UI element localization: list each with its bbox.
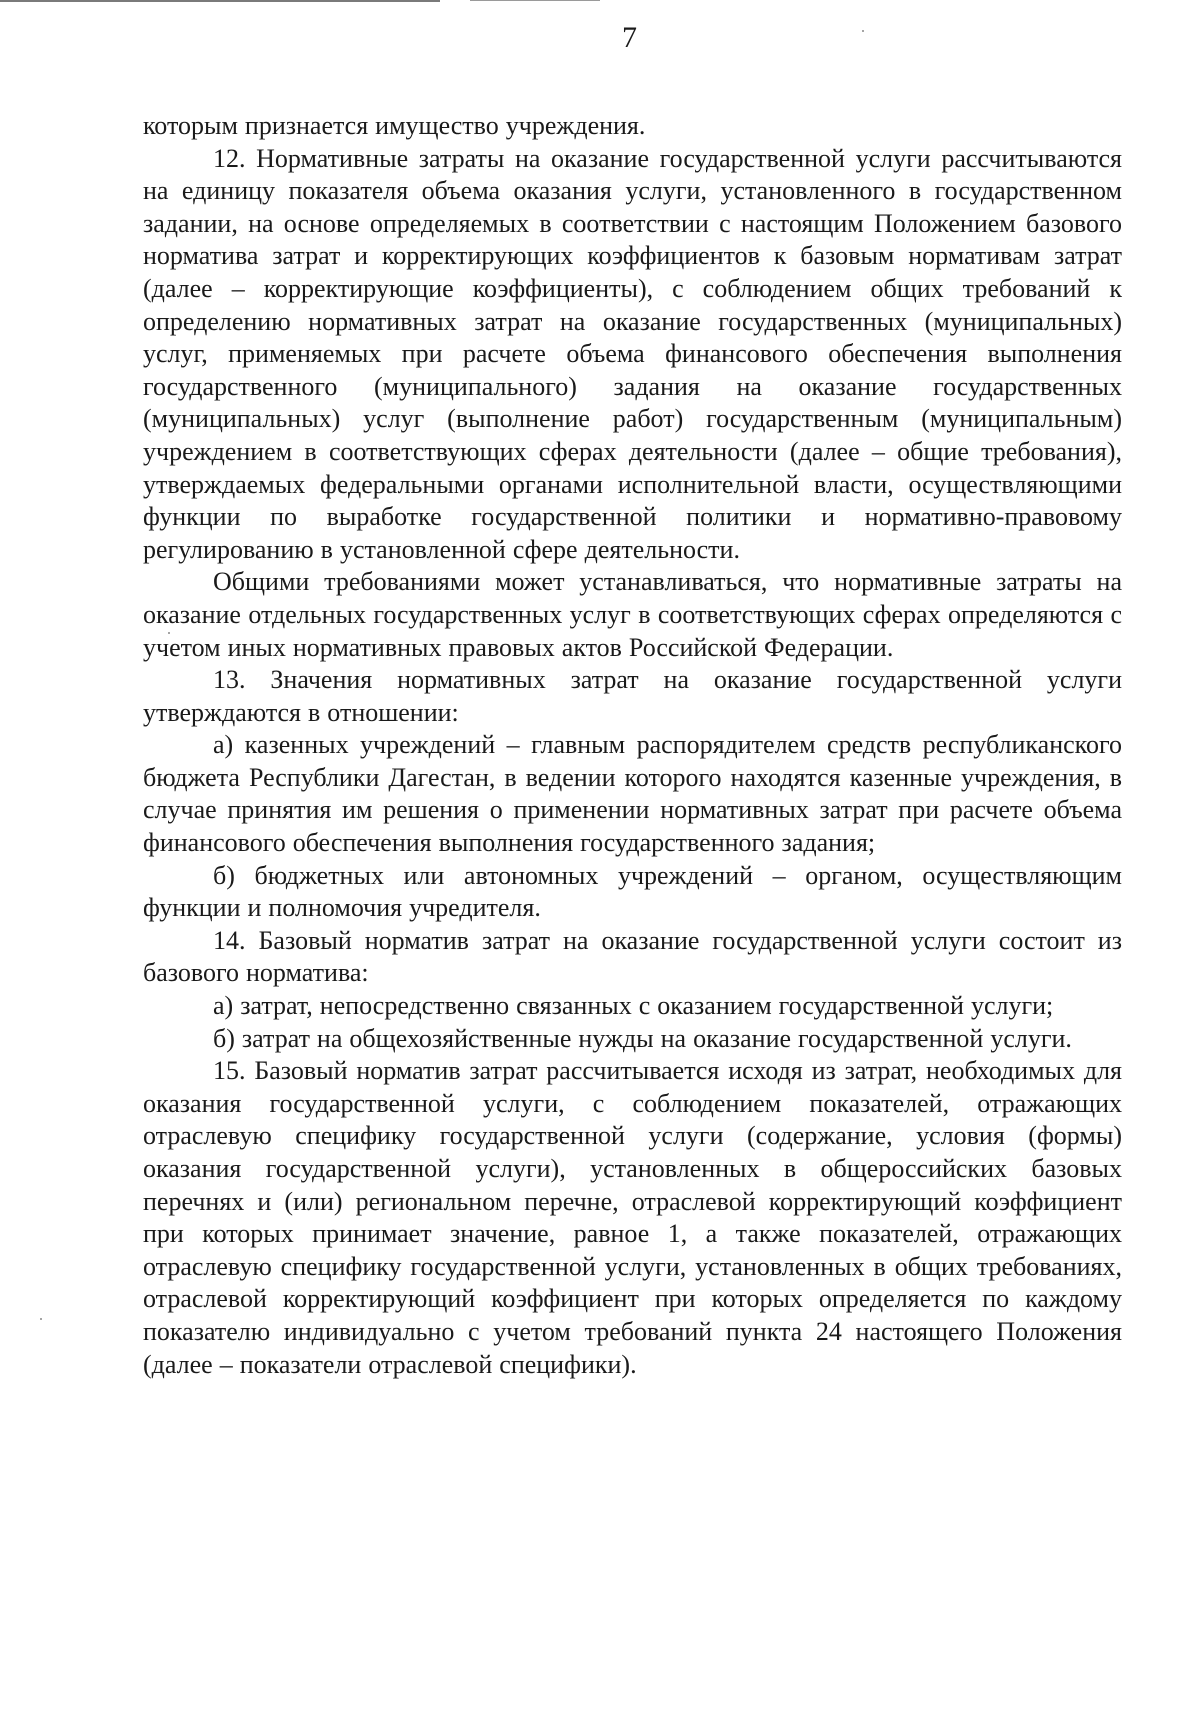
- scan-speck: [40, 1318, 42, 1320]
- paragraph-continuation: которым признается имущество учреждения.: [143, 111, 646, 140]
- paragraph-item-13-b: б) бюджетных или автономных учреждений – органом, осуществляющим функции и полномочия учредителя.: [143, 860, 1122, 923]
- paragraph-general-requirements: Общими требованиями может устанавливаться, что нормативные затраты на оказание отдельных государственных услуг в соответствующих сферах определяются с учетом иных нормативных правовых актов Российской Федерации.: [143, 567, 1122, 662]
- paragraph-item-12: 12. Нормативные затраты на оказание государственной услуги рассчитываются на единицу показателя объема оказания услуги, установленного в государственном задании, на основе определяемых в соответствии с настоящим Положением базового норматива затрат и корректирующих коэффициентов к базовым нормативам затрат (далее – корректирующие коэффициенты), с соблюдением общих требований к определению нормативных затрат на оказание государственных (муниципальных) услуг, применяемых при расчете объема финансового обеспечения выполнения государственного (муниципального) задания на оказание государственных (муниципальных) услуг (выполнение работ) государственным (муниципальным) учреждением в соответствующих сферах деятельности (далее – общие требования), утверждаемых федеральными органами исполнительной власти, осуществляющими функции по выработке государственной политики и нормативно-правовому регулированию в установленной сфере деятельности.: [143, 143, 1122, 564]
- paragraph-item-14-a: а) затрат, непосредственно связанных с оказанием государственной услуги;: [213, 991, 1054, 1021]
- document-body: [143, 110, 1122, 1381]
- paragraph-item-13-a: а) казенных учреждений – главным распорядителем средств республиканского бюджета Республики Дагестан, в ведении которого находятся казенные учреждения, в случае принятия им решения о применении нормативных затрат при расчете объема финансового обеспечения выполнения государственного задания;: [143, 730, 1122, 858]
- paragraph-item-15: 15. Базовый норматив затрат рассчитывается исходя из затрат, необходимых для оказания государственной услуги, с соблюдением показателей, отражающих отраслевую специфику государственной услуги (содержание, условия (формы) оказания государственной услуги), установленных в общероссийских базовых перечнях и (или) региональном перечне, отраслевой корректирующий коэффициент при которых принимает значение, равное 1, а также показателей, отражающих отраслевую специфику государственной услуги, установленных в общих требованиях, отраслевой корректирующий коэффициент при которых определяется по каждому показателю индивидуально с учетом требований пункта 24 настоящего Положения (далее – показатели отраслевой специфики).: [143, 1056, 1122, 1379]
- scan-edge-line-short: [470, 0, 600, 1]
- paragraph-item-13: 13. Значения нормативных затрат на оказание государственной услуги утверждаются в отношении:: [143, 665, 1122, 727]
- paragraph-item-14: 14. Базовый норматив затрат на оказание государственной услуги состоит из базового норматива:: [143, 925, 1122, 988]
- scan-edge-line: [0, 0, 440, 2]
- paragraph-item-14-b: б) затрат на общехозяйственные нужды на оказание государственной услуги.: [213, 1023, 1072, 1053]
- page-number: 7: [622, 21, 637, 54]
